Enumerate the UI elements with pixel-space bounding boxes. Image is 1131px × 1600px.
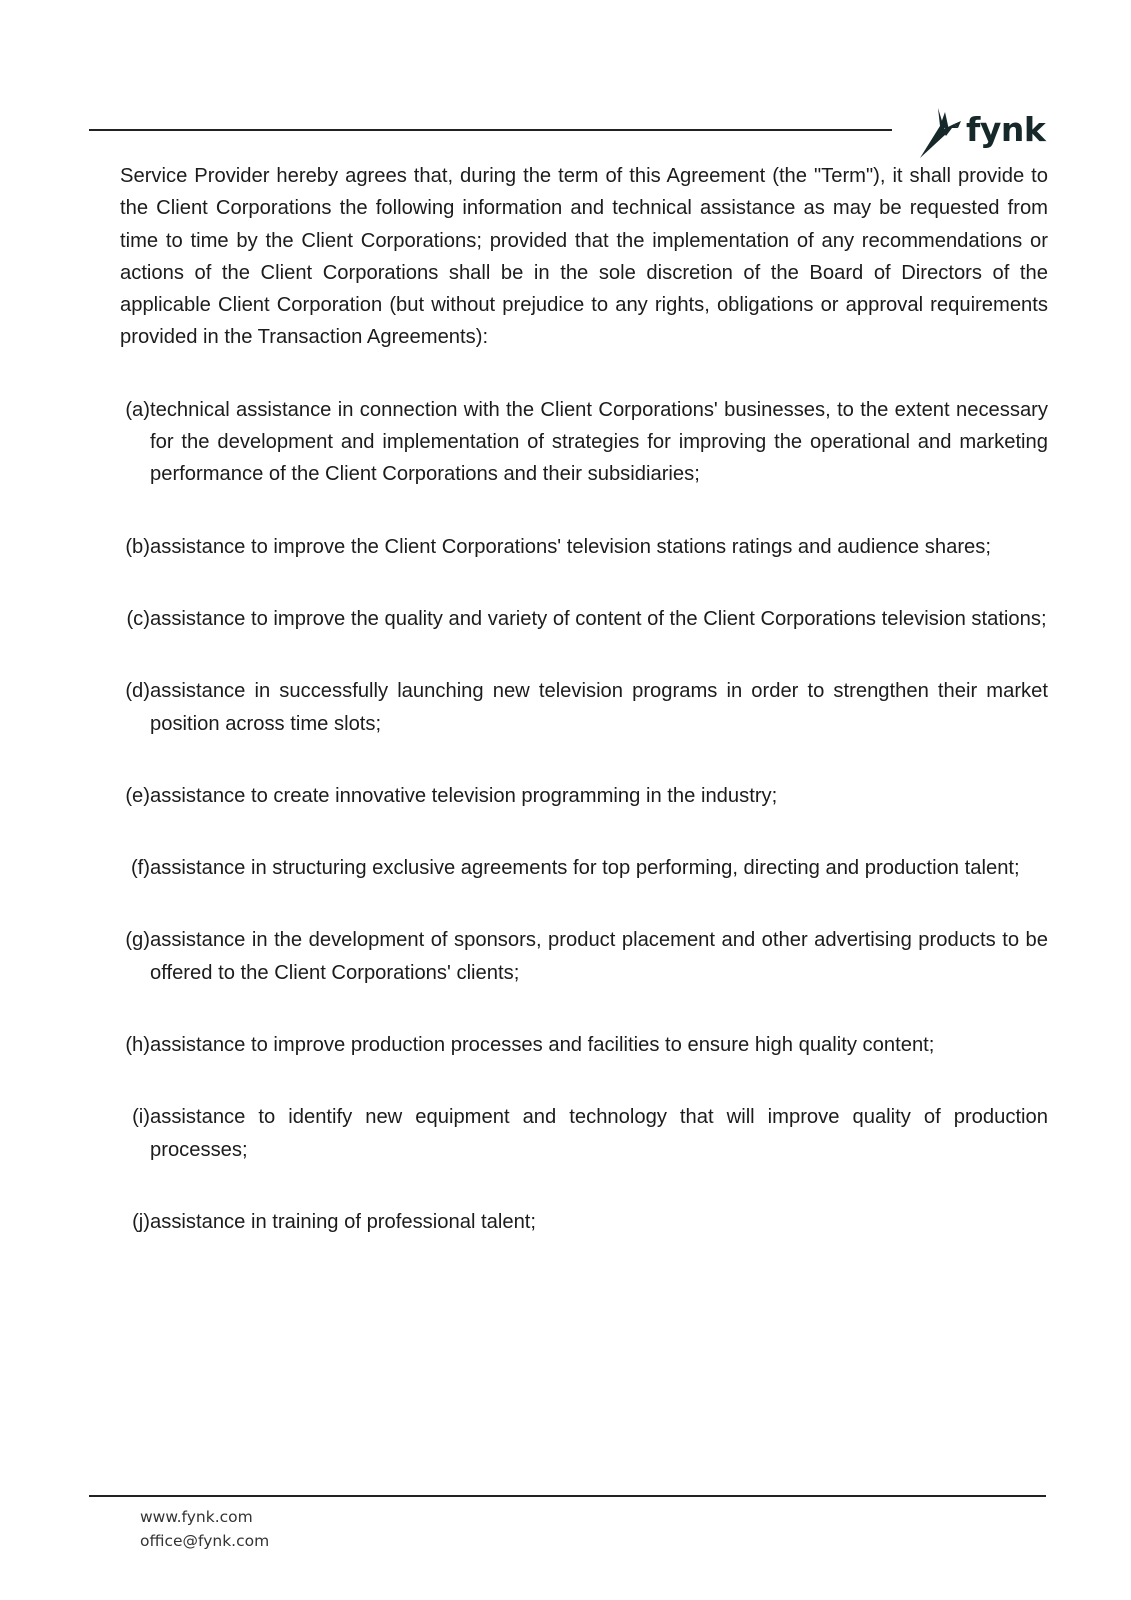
list-item bbox=[120, 675, 1048, 740]
list-item-marker: (a) bbox=[125, 398, 150, 421]
list-item bbox=[120, 603, 1048, 635]
list-item-text: technical assistance in connection with the Client Corporations' businesses, to the extent necessary for the development and implementation of strategies for improving the operational and marketing performance of the Client Corporations and their subsidiaries; bbox=[150, 398, 1048, 486]
list-item-marker: (h) bbox=[125, 1034, 150, 1057]
document-body bbox=[120, 160, 1048, 1238]
list-item-text: assistance in training of professional talent; bbox=[150, 1210, 537, 1233]
list-item bbox=[120, 852, 1048, 884]
intro-paragraph: Service Provider hereby agrees that, during the term of this Agreement (the "Term"), it shall provide to the Client Corporations the following information and technical assistance as may be requested from time to time by the Client Corporations; provided that the implementation of any recommendations or actions of the Client Corporations shall be in the sole discretion of the Board of Directors of the applicable Client Corporation (but without prejudice to any rights, obligations or approval requirements provided in the Transaction Agreements): bbox=[120, 165, 1048, 349]
footer-website[interactable]: www.fynk.com bbox=[140, 1508, 253, 1526]
list-item-marker: (b) bbox=[125, 535, 150, 558]
fynk-logo bbox=[918, 104, 1048, 160]
list-item-text: assistance in the development of sponsors, product placement and other advertising products to be offered to the Client Corporations' clients; bbox=[150, 929, 1048, 984]
list-item bbox=[120, 780, 1048, 812]
list-item bbox=[120, 924, 1048, 989]
footer-contact bbox=[140, 1505, 269, 1553]
list-item-text: assistance to create innovative television programming in the industry; bbox=[150, 784, 778, 807]
list-item bbox=[120, 394, 1048, 491]
logo-wordmark: fynk bbox=[966, 109, 1046, 149]
assistance-list bbox=[120, 394, 1048, 1238]
list-item-marker: (e) bbox=[125, 784, 150, 807]
list-item-text: assistance to improve the quality and variety of content of the Client Corporations television stations; bbox=[150, 607, 1047, 630]
list-item-marker: (f) bbox=[130, 857, 150, 880]
list-item-marker: (j) bbox=[132, 1210, 150, 1233]
list-item-marker: (c) bbox=[126, 607, 150, 630]
list-item bbox=[120, 1206, 1048, 1238]
list-item-marker: (i) bbox=[132, 1106, 150, 1129]
list-item-text: assistance in successfully launching new television programs in order to strengthen their market position across time slots; bbox=[150, 680, 1048, 735]
footer-divider bbox=[89, 1495, 1046, 1497]
list-item-text: assistance to identify new equipment and technology that will improve quality of production processes; bbox=[150, 1106, 1048, 1161]
list-item-text: assistance to improve the Client Corporations' television stations ratings and audience shares; bbox=[150, 535, 991, 558]
list-item-marker: (g) bbox=[125, 929, 150, 952]
footer-email[interactable]: office@fynk.com bbox=[140, 1532, 270, 1550]
list-item-text: assistance in structuring exclusive agreements for top performing, directing and production talent; bbox=[150, 857, 1020, 880]
fynk-bird-logo-icon bbox=[918, 104, 968, 160]
list-item bbox=[120, 1029, 1048, 1061]
list-item-text: assistance to improve production processes and facilities to ensure high quality content; bbox=[150, 1034, 935, 1057]
header-divider bbox=[89, 129, 892, 131]
list-item bbox=[120, 1101, 1048, 1166]
list-item-marker: (d) bbox=[125, 680, 150, 703]
list-item bbox=[120, 531, 1048, 563]
